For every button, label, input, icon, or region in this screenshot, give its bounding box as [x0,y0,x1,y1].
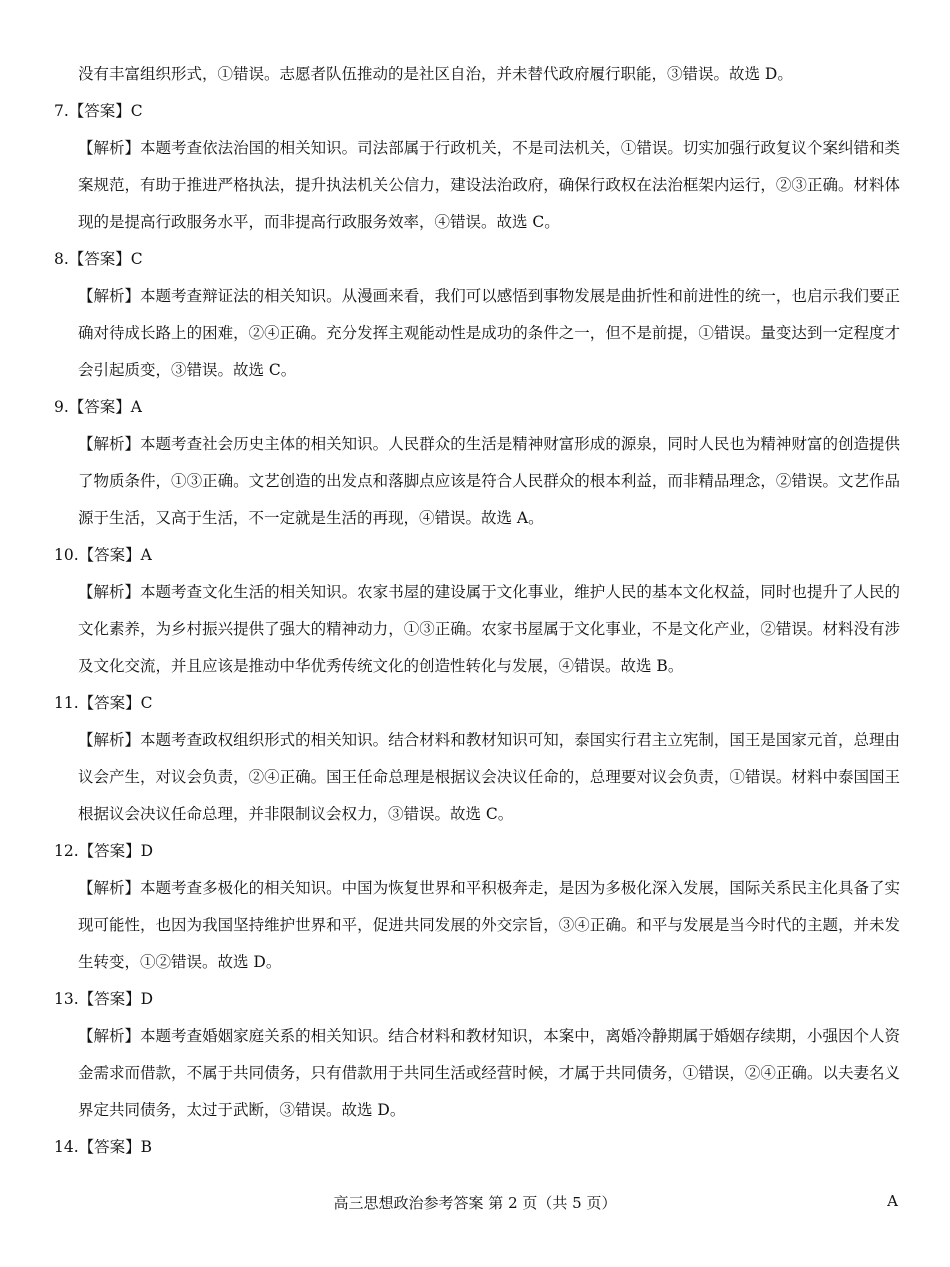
answer-text: 【答案】D [78,842,154,860]
item-number: 14. [54,1138,79,1156]
answer-line [54,833,900,870]
item-13 [54,981,900,1129]
item-7 [54,93,900,241]
answer-line [54,389,900,426]
item-number: 9. [54,398,69,416]
item-11 [54,685,900,833]
answer-line [54,537,900,574]
item-14 [54,1129,900,1166]
answer-text: 【答案】A [68,398,142,416]
page-footer [0,1192,950,1216]
analysis-paragraph: 【解析】本题考查辩证法的相关知识。从漫画来看，我们可以感悟到事物发展是曲折性和前进性的统一，也启示我们要正确对待成长路上的困难，②④正确。充分发挥主观能动性是成功的条件之一，但不是前提，①错误。量变达到一定程度才会引起质变，③错误。故选 C。 [78,287,900,379]
item-number: 10. [54,546,79,564]
item-number: 13. [54,990,79,1008]
item-number: 11. [54,694,79,712]
answer-line [54,1129,900,1166]
analysis-paragraph: 【解析】本题考查文化生活的相关知识。农家书屋的建设属于文化事业，维护人民的基本文化权益，同时也提升了人民的文化素养，为乡村振兴提供了强大的精神动力，①③正确。农家书屋属于文化事业，不是文化产业，②错误。材料没有涉及文化交流，并且应该是推动中华优秀传统文化的创造性转化与发展，④错误。故选 B。 [78,583,900,675]
item-number: 7. [54,102,69,120]
answer-line [54,685,900,722]
item-12 [54,833,900,981]
lead-paragraph: 没有丰富组织形式，①错误。志愿者队伍推动的是社区自治，并未替代政府履行职能，③错误。故选 D。 [78,65,793,83]
analysis-paragraph: 【解析】本题考查婚姻家庭关系的相关知识。结合材料和教材知识，本案中，离婚冷静期属于婚姻存续期，小强因个人资金需求而借款，不属于共同债务，只有借款用于共同生活或经营时候，才属于共同债务，①错误，②④正确。以夫妻名义界定共同债务，太过于武断，③错误。故选 D。 [78,1027,900,1119]
answer-line [54,981,900,1018]
answer-line [54,241,900,278]
answer-text: 【答案】D [78,990,154,1008]
item-number: 8. [54,250,69,268]
answer-text: 【答案】B [78,1138,153,1156]
analysis-paragraph: 【解析】本题考查社会历史主体的相关知识。人民群众的生活是精神财富形成的源泉，同时人民也为精神财富的创造提供了物质条件，①③正确。文艺创造的出发点和落脚点应该是符合人民群众的根本利益，而非精品理念，②错误。文艺作品源于生活，又高于生活，不一定就是生活的再现，④错误。故选 A。 [78,435,900,527]
analysis-paragraph: 【解析】本题考查政权组织形式的相关知识。结合材料和教材知识可知，泰国实行君主立宪制，国王是国家元首，总理由议会产生，对议会负责，②④正确。国王任命总理是根据议会决议任命的，总理要对议会负责，①错误。材料中泰国国王根据议会决议任命总理，并非限制议会权力，③错误。故选 C。 [78,731,900,823]
item-8 [54,241,900,389]
item-10 [54,537,900,685]
answer-line [54,93,900,130]
analysis-paragraph: 【解析】本题考查依法治国的相关知识。司法部属于行政机关，不是司法机关，①错误。切实加强行政复议个案纠错和类案规范，有助于推进严格执法，提升执法机关公信力，建设法治政府，确保行政权在法治框架内运行，②③正确。材料体现的是提高行政服务水平，而非提高行政服务效率，④错误。故选 C。 [78,139,900,231]
footer-version: A [887,1192,898,1210]
answer-text: 【答案】C [68,250,143,268]
answer-content [54,56,900,1166]
item-9 [54,389,900,537]
item-number: 12. [54,842,79,860]
answer-text: 【答案】C [78,694,153,712]
analysis-paragraph: 【解析】本题考查多极化的相关知识。中国为恢复世界和平积极奔走，是因为多极化深入发展，国际关系民主化具备了实现可能性，也因为我国坚持维护世界和平，促进共同发展的外交宗旨，③④正确。和平与发展是当今时代的主题，并未发生转变，①②错误。故选 D。 [78,879,900,971]
answer-text: 【答案】A [78,546,152,564]
footer-page-info: 高三思想政治参考答案 第 2 页（共 5 页） [333,1194,617,1212]
answer-text: 【答案】C [68,102,143,120]
